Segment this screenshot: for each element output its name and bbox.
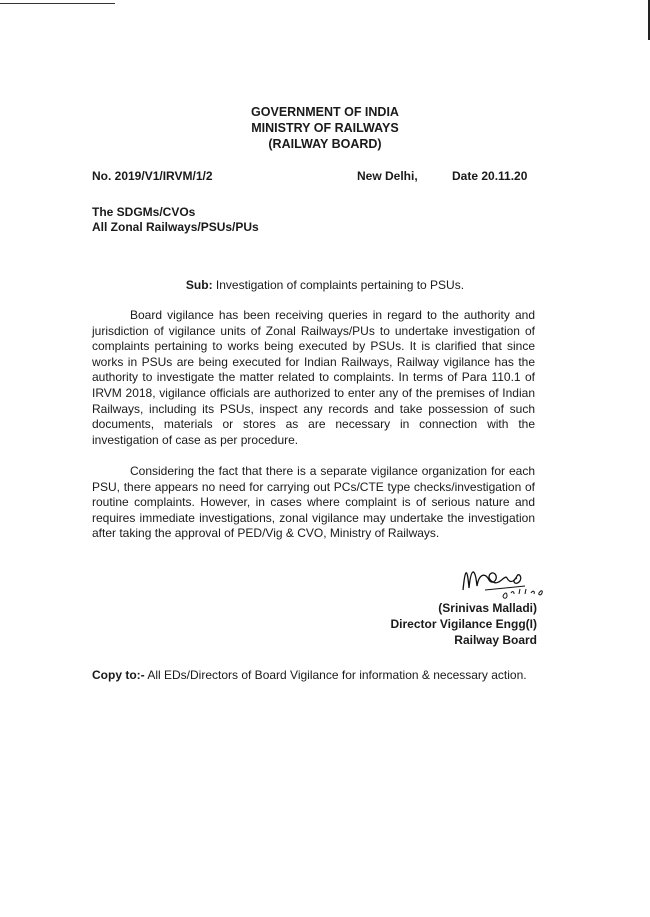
letterhead-board: (RAILWAY BOARD) [268,137,382,151]
handwritten-signature-icon [455,560,565,600]
letterhead-government: GOVERNMENT OF INDIA [251,105,399,119]
scan-artifact-top [0,3,115,4]
signatory-organization: Railway Board [454,633,537,647]
copy-to-label: Copy to:- [92,668,145,682]
signatory-name: (Srinivas Malladi) [438,601,537,615]
subject-line [0,278,650,292]
signatory-designation: Director Vigilance Engg(I) [390,617,537,631]
paragraph-text: Considering the fact that there is a separate vigilance organization for each PSU, there appears no need for carrying out PCs/CTE type checks/investigation of routine complaints. However, in cases where complaint is of serious nature and requires immediate investigations, zonal vigilance may undertake the investigation after taking the approval of PED/Vig & CVO, Ministry of Railways. [92,464,535,541]
reference-place: New Delhi, [357,169,418,183]
addressee-line-2: All Zonal Railways/PSUs/PUs [92,220,259,234]
subject-text: Investigation of complaints pertaining to PSUs. [212,278,465,292]
copy-to-line [92,668,527,682]
body-paragraph-2 [92,464,535,542]
copy-to-text: All EDs/Directors of Board Vigilance for information & necessary action. [144,668,527,682]
subject-label: Sub: [185,278,213,292]
letterhead-ministry: MINISTRY OF RAILWAYS [251,121,399,135]
reference-date: Date 20.11.20 [452,169,528,183]
addressee-line-1: The SDGMs/CVOs [92,205,196,219]
reference-number: No. 2019/V1/IRVM/1/2 [92,169,213,183]
paragraph-text: Board vigilance has been receiving queries in regard to the authority and jurisdiction of vigilance units of Zonal Railways/PUs to undertake investigation of complaints pertaining to works being executed by PSUs. It is clarified that since works in PSUs are being executed for Indian Railways, Railway vigilance has the authority to investigate the matter related to complaints. In terms of Para 110.1 of IRVM 2018, vigilance officials are authorized to enter any of the premises of Indian Railways, including its PSUs, inspect any records and take possession of such documents, materials or stores as are necessary in connection with the investigation of case as per procedure. [92,308,535,447]
body-paragraph-1 [92,308,535,448]
